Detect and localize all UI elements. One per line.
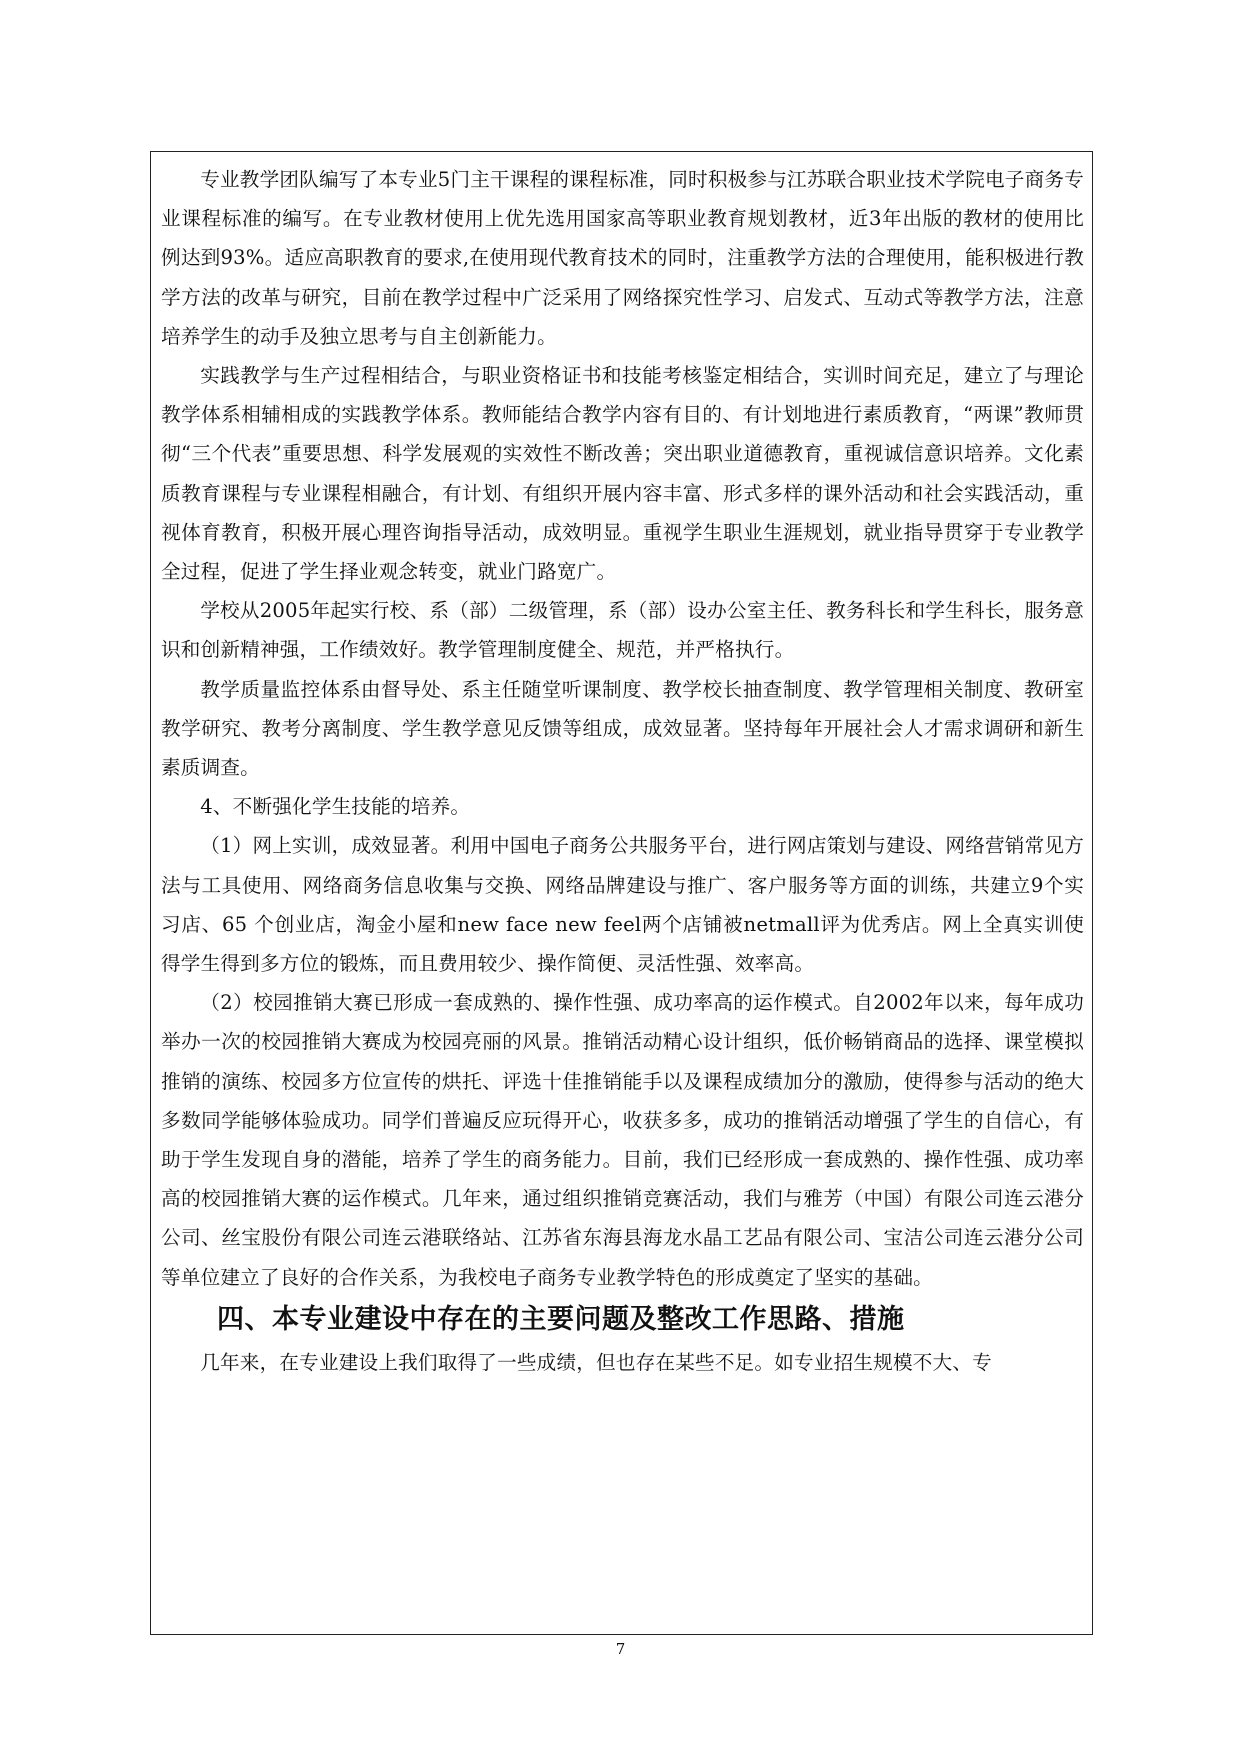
paragraph-curriculum-standards: 专业教学团队编写了本专业5门主干课程的课程标准，同时积极参与江苏联合职业技术学院电子商务专业课程标准的编写。在专业教材使用上优先选用国家高等职业教育规划教材，近3年出版的教材的使用比例达到93%。适应高职教育的要求,在使用现代教育技术的同时，注重教学方法的合理使用，能积极进行教学方法的改革与研究，目前在教学过程中广泛采用了网络探究性学习、启发式、互动式等教学方法，注意培养学生的动手及独立思考与自主创新能力。 [161,168,1084,348]
paragraph-skills-heading: 4、不断强化学生技能的培养。 [200,795,471,819]
paragraph-closing: 几年来，在专业建设上我们取得了一些成绩，但也存在某些不足。如专业招生规模不大、专 [200,1350,992,1374]
paragraph-quality-monitoring: 教学质量监控体系由督导处、系主任随堂听课制度、教学校长抽查制度、教学管理相关制度、教研室教学研究、教考分离制度、学生教学意见反馈等组成，成效显著。坚持每年开展社会人才需求调研和新生素质调查。 [161,677,1084,780]
section-heading: 四、本专业建设中存在的主要问题及整改工作思路、措施 [217,1303,905,1335]
document-body [161,160,1084,1382]
page-number: 7 [615,1640,626,1658]
paragraph-management: 学校从2005年起实行校、系（部）二级管理，系（部）设办公室主任、教务科长和学生科长，服务意识和创新精神强，工作绩效好。教学管理制度健全、规范，并严格执行。 [161,599,1084,662]
paragraph-online-training: （1）网上实训，成效显著。利用中国电子商务公共服务平台，进行网店策划与建设、网络营销常见方法与工具使用、网络商务信息收集与交换、网络品牌建设与推广、客户服务等方面的训练，共建立9个实习店、65 个创业店，淘金小屋和new face new feel两个店铺被netmall评为优秀店。网上全真实训使得学生得到多方位的锻炼，而且费用较少、操作简便、灵活性强、效率高。 [161,834,1084,976]
paragraph-practical-teaching: 实践教学与生产过程相结合，与职业资格证书和技能考核鉴定相结合，实训时间充足，建立了与理论教学体系相辅相成的实践教学体系。教师能结合教学内容有目的、有计划地进行素质教育，“两课”教师贯彻“三个代表”重要思想、科学发展观的实效性不断改善；突出职业道德教育，重视诚信意识培养。文化素质教育课程与专业课程相融合，有计划、有组织开展内容丰富、形式多样的课外活动和社会实践活动，重视体育教育，积极开展心理咨询指导活动，成效明显。重视学生职业生涯规划，就业指导贯穿于专业教学全过程，促进了学生择业观念转变，就业门路宽广。 [161,364,1084,584]
paragraph-sales-contest: （2）校园推销大赛已形成一套成熟的、操作性强、成功率高的运作模式。自2002年以来，每年成功举办一次的校园推销大赛成为校园亮丽的风景。推销活动精心设计组织，低价畅销商品的选择、课堂模拟推销的演练、校园多方位宣传的烘托、评选十佳推销能手以及课程成绩加分的激励，使得参与活动的绝大多数同学能够体验成功。同学们普遍反应玩得开心，收获多多，成功的推销活动增强了学生的自信心，有助于学生发现自身的潜能，培养了学生的商务能力。目前，我们已经形成一套成熟的、操作性强、成功率高的校园推销大赛的运作模式。几年来，通过组织推销竞赛活动，我们与雅芳（中国）有限公司连云港分公司、丝宝股份有限公司连云港联络站、江苏省东海县海龙水晶工艺品有限公司、宝洁公司连云港分公司等单位建立了良好的合作关系，为我校电子商务专业教学特色的形成奠定了坚实的基础。 [161,991,1084,1289]
